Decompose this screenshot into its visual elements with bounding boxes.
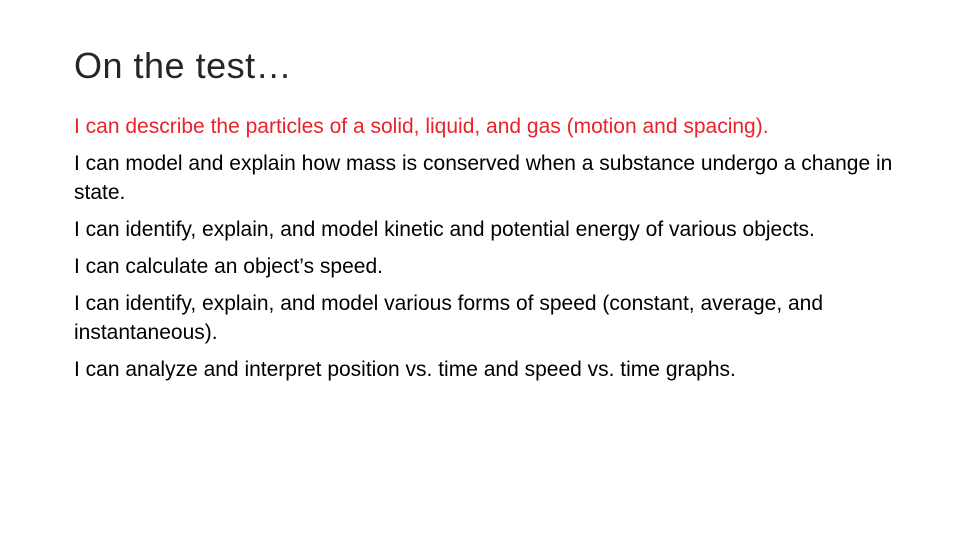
objective-item-particles: I can describe the particles of a solid, liquid, and gas (motion and spacing). [74,115,769,138]
objective-item-energy: I can identify, explain, and model kinetic and potential energy of various objects. [74,218,815,241]
objective-item-speed-forms: I can identify, explain, and model various forms of speed (constant, average, and instantaneous). [74,292,824,344]
objectives-list [74,112,894,392]
objective-item-graphs: I can analyze and interpret position vs. time and speed vs. time graphs. [74,358,736,381]
objective-item-mass-conservation: I can model and explain how mass is conserved when a substance undergo a change in state. [74,152,893,204]
objective-item-speed-calc: I can calculate an object’s speed. [74,255,383,278]
slide-title: On the test… [74,45,293,86]
